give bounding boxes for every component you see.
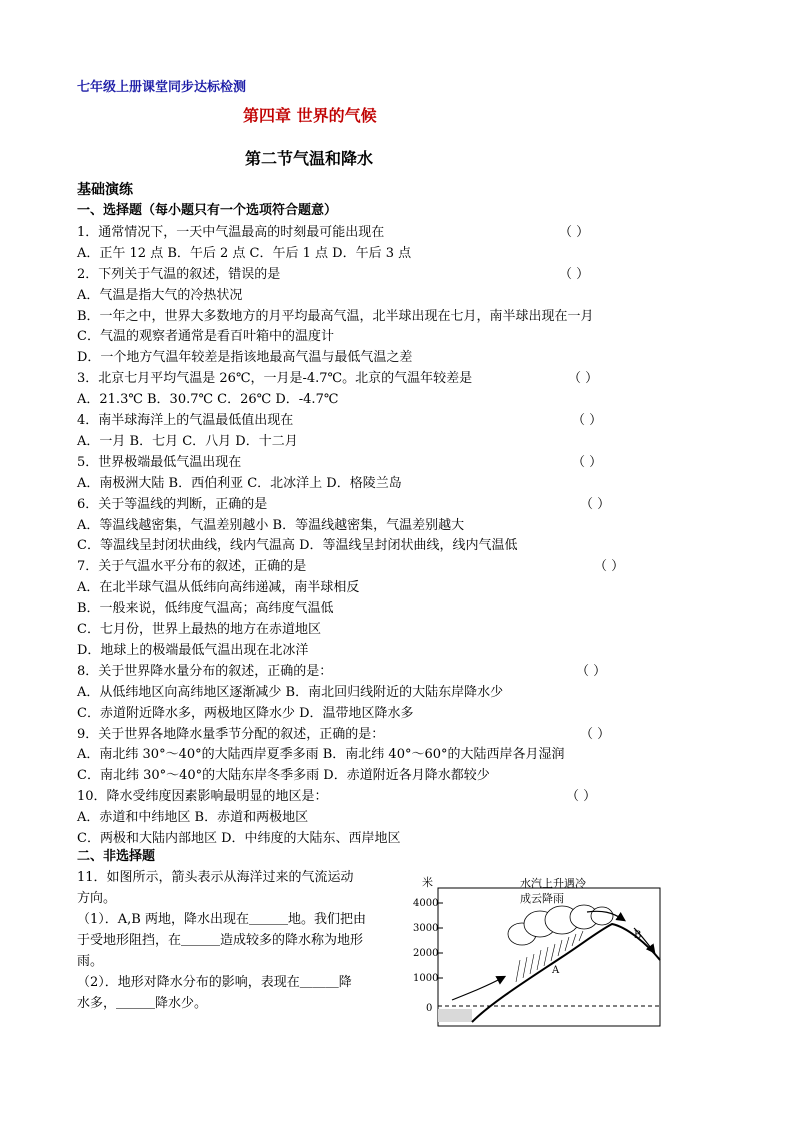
mountain-profile <box>472 924 660 1022</box>
question-10-stem: 10．降水受纬度因素影响最明显的地区是： <box>77 789 328 804</box>
question-8-stem: 8．关于世界降水量分布的叙述，正确的是： <box>77 664 333 679</box>
part1-heading: 一、选择题（每小题只有一个选项符合题意） <box>77 203 338 218</box>
answer-bracket[interactable]: （ ） <box>572 455 603 470</box>
question-8-option-line: A．从低纬地区向高纬地区逐渐减少 B．南北回归线附近的大陆东岸降水少 <box>77 685 504 700</box>
question-3-option-line: A．21.3℃ B．30.7℃ C．26℃ D．-4.7℃ <box>77 392 339 407</box>
question-5-stem: 5．世界极端最低气温出现在 <box>77 455 242 470</box>
question-6-option-line: C．等温线呈封闭状曲线，线内气温高 D．等温线呈封闭状曲线，线内气温低 <box>77 538 518 553</box>
answer-bracket[interactable]: （ ） <box>594 559 625 574</box>
answer-bracket[interactable]: （ ） <box>580 497 611 512</box>
question-7-option-line: B．一般来说，低纬度气温高；高纬度气温低 <box>77 601 334 616</box>
section-title: 第二节气温和降水 <box>245 149 374 168</box>
question-11-line: 方向。 <box>77 891 117 906</box>
y-tick-3000: 3000 <box>413 923 439 934</box>
question-9-option-line: A．南北纬 30°～40°的大陆西岸夏季多雨 B．南北纬 40°～60°的大陆西岸各月湿润 <box>77 747 565 762</box>
chapter-title: 第四章 世界的气候 <box>243 106 377 125</box>
caption-line-1: 水汽上升遇冷 <box>520 877 586 890</box>
answer-bracket[interactable]: （ ） <box>568 371 599 386</box>
question-11-line: 于受地形阻挡，在＿＿＿造成较多的降水称为地形 <box>77 933 364 948</box>
question-4-option-line: A．一月 B．七月 C．八月 D．十二月 <box>77 434 298 449</box>
question-6-stem: 6．关于等温线的判断，正确的是 <box>77 497 268 512</box>
question-7-option-line: A．在北半球气温从低纬向高纬递减，南半球相反 <box>77 580 360 595</box>
question-11-line: 11．如图所示，箭头表示从海洋过来的气流运动 <box>77 870 354 885</box>
question-8-option-line: C．赤道附近降水多，两极地区降水少 D．温带地区降水多 <box>77 706 414 721</box>
plot-frame <box>438 888 660 1026</box>
question-2-option-line: A．气温是指大气的冷热状况 <box>77 288 243 303</box>
answer-bracket[interactable]: （ ） <box>559 267 590 282</box>
question-3-stem: 3．北京七月平均气温是 26℃，一月是-4.7℃。北京的气温年较差是 <box>77 371 473 386</box>
airflow-arrow-sea <box>452 977 504 1000</box>
question-7-option-line: D．地球上的极端最低气温出现在北冰洋 <box>77 643 309 658</box>
basic-heading: 基础演练 <box>77 182 133 198</box>
part2-heading: 二、非选择题 <box>77 849 156 864</box>
question-7-option-line: C．七月份，世界上最热的地方在赤道地区 <box>77 622 321 637</box>
label-b: B <box>634 930 642 941</box>
series-title: 七年级上册课堂同步达标检测 <box>77 80 247 95</box>
answer-bracket[interactable]: （ ） <box>580 727 611 742</box>
question-7-stem: 7．关于气温水平分布的叙述，正确的是 <box>77 559 307 574</box>
question-1-option-line: A．正午 12 点 B．午后 2 点 C．午后 1 点 D．午后 3 点 <box>77 246 412 261</box>
question-10-option-line: C．两极和大陆内部地区 D．中纬度的大陆东、西岸地区 <box>77 831 401 846</box>
sea-area <box>438 1009 472 1022</box>
question-2-option-line: D．一个地方气温年较差是指该地最高气温与最低气温之差 <box>77 350 413 365</box>
question-4-stem: 4．南半球海洋上的气温最低值出现在 <box>77 413 294 428</box>
answer-bracket[interactable]: （ ） <box>572 413 603 428</box>
question-11-line: 水多，＿＿＿降水少。 <box>77 996 208 1011</box>
y-tick-0: 0 <box>426 1003 433 1014</box>
question-9-option-line: C．南北纬 30°～40°的大陆东岸冬季多雨 D．赤道附近各月降水都较少 <box>77 768 490 783</box>
question-1-stem: 1．通常情况下，一天中气温最高的时刻最可能出现在 <box>77 225 385 240</box>
question-11-line: （2）．地形对降水分布的影响，表现在＿＿＿降 <box>77 975 352 990</box>
question-9-stem: 9．关于世界各地降水量季节分配的叙述，正确的是： <box>77 727 385 742</box>
question-11-line: （1）．A,B 两地，降水出现在＿＿＿地。我们把由 <box>77 912 366 927</box>
label-a: A <box>552 965 560 976</box>
question-2-option-line: B．一年之中，世界大多数地方的月平均最高气温，北半球出现在七月，南半球出现在一月 <box>77 309 594 324</box>
question-6-option-line: A．等温线越密集，气温差别越小 B．等温线越密集，气温差别越大 <box>77 518 465 533</box>
question-11-line: 雨。 <box>77 954 104 969</box>
answer-bracket[interactable]: （ ） <box>559 225 590 240</box>
orographic-rain-diagram <box>412 872 662 1028</box>
answer-bracket[interactable]: （ ） <box>566 789 597 804</box>
y-tick-1000: 1000 <box>413 973 439 984</box>
question-2-stem: 2．下列关于气温的叙述，错误的是 <box>77 267 281 282</box>
y-axis-unit: 米 <box>422 876 433 889</box>
y-tick-2000: 2000 <box>413 948 439 959</box>
question-10-option-line: A．赤道和中纬地区 B．赤道和两极地区 <box>77 810 309 825</box>
answer-bracket[interactable]: （ ） <box>576 664 607 679</box>
y-tick-4000: 4000 <box>413 898 439 909</box>
caption-line-2: 成云降雨 <box>520 892 564 905</box>
question-5-option-line: A．南极洲大陆 B．西伯利亚 C．北冰洋上 D．格陵兰岛 <box>77 476 402 491</box>
question-2-option-line: C．气温的观察者通常是看百叶箱中的温度计 <box>77 329 334 344</box>
